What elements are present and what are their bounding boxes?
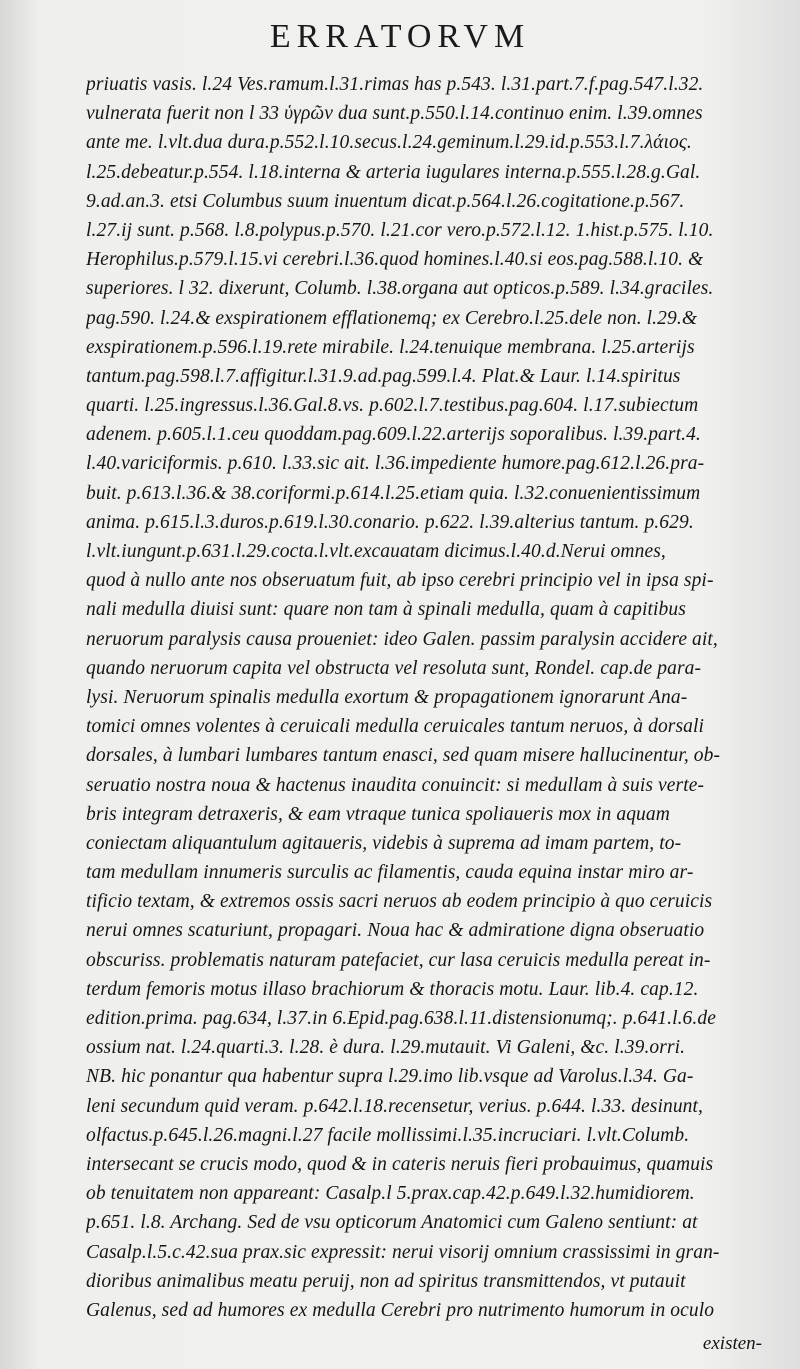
text-line: vulnerata fuerit non l 33 ὑγρῶν dua sunt.p.550.l.14.continuo enim. l.39.omnes xyxy=(86,103,703,125)
text-line: anima. p.615.l.3.duros.p.619.l.30.conario. p.622. l.39.alterius tantum. p.629. xyxy=(86,511,694,533)
text-line: Casalp.l.5.c.42.sua prax.sic expressit: nerui visorij omnium crassissimi in gran- xyxy=(86,1241,720,1263)
text-line: tantum.pag.598.l.7.affigitur.l.31.9.ad.pag.599.l.4. Plat.& Laur. l.14.spiritus xyxy=(86,365,681,387)
text-line: terdum femoris motus illaso brachiorum & thoracis motu. Laur. lib.4. cap.12. xyxy=(86,978,699,1000)
catchword: existen- xyxy=(702,1333,762,1354)
text-line: NB. hic ponantur qua habentur supra l.29.imo lib.vsque ad Varolus.l.34. Ga- xyxy=(86,1066,694,1088)
text-line: adenem. p.605.l.1.ceu quoddam.pag.609.l.22.arterijs soporalibus. l.39.part.4. xyxy=(86,424,701,446)
text-line: pag.590. l.24.& exspirationem efflationemq; ex Cerebro.l.25.dele non. l.29.& xyxy=(86,307,698,329)
text-line: ob tenuitatem non appareant: Casalp.l 5.prax.cap.42.p.649.l.32.humidiorem. xyxy=(86,1183,695,1205)
text-line: buit. p.613.l.36.& 38.coriformi.p.614.l.25.etiam quia. l.32.conuenientissimum xyxy=(86,482,701,504)
text-line: ossium nat. l.24.quarti.3. l.28. è dura. l.29.mutauit. Vi Galeni, &c. l.39.orri. xyxy=(86,1037,686,1059)
text-line: p.651. l.8. Archang. Sed de vsu opticorum Anatomici cum Galeno sentiunt: at xyxy=(86,1212,698,1234)
text-line: dorsales, à lumbari lumbares tantum enasci, sed quam misere hallucinentur, ob- xyxy=(86,745,721,767)
text-line: nerui omnes scaturiunt, propagari. Noua hac & admiratione digna obseruatio xyxy=(86,920,705,942)
text-line: l.25.debeatur.p.554. l.18.interna & arteria iugulares interna.p.555.l.28.g.Gal. xyxy=(86,161,701,183)
text-line: Herophilus.p.579.l.15.vi cerebri.l.36.quod homines.l.40.si eos.pag.588.l.10. & xyxy=(86,249,704,271)
text-line: neruorum paralysis causa proueniet: ideo Galen. passim paralysin accidere ait, xyxy=(86,628,718,650)
text-line: quarti. l.25.ingressus.l.36.Gal.8.vs. p.602.l.7.testibus.pag.604. l.17.subiectum xyxy=(86,395,699,417)
text-line: l.40.variciformis. p.610. l.33.sic ait. l.36.impediente humore.pag.612.l.26.pra- xyxy=(86,453,705,475)
errata-text xyxy=(86,70,766,1325)
text-line: leni secundum quid veram. p.642.l.18.recensetur, verius. p.644. l.33. desinunt, xyxy=(86,1095,704,1117)
text-line: edition.prima. pag.634, l.37.in 6.Epid.pag.638.l.11.distensionumq;. p.641.l.6.de xyxy=(86,1008,716,1029)
text-line: tam medullam innumeris surculis ac filamentis, cauda equina instar miro ar- xyxy=(86,862,694,884)
page-header: ERRATORVM xyxy=(269,18,531,55)
text-line: dioribus animalibus meatu peruij, non ad spiritus transmittendos, vt putauit xyxy=(86,1270,686,1292)
text-line: l.vlt.iungunt.p.631.l.29.cocta.l.vlt.excauatam dicimus.l.40.d.Nerui omnes, xyxy=(86,541,666,562)
text-line: seruatio nostra noua & hactenus inaudita conuincit: si medullam à suis verte- xyxy=(86,774,705,796)
text-line: 9.ad.an.3. etsi Columbus suum inuentum dicat.p.564.l.26.cogitatione.p.567. xyxy=(86,190,685,212)
text-line: nali medulla diuisi sunt: quare non tam à spinali medulla, quam à capitibus xyxy=(86,599,686,621)
text-line: tificio textam, & extremos ossis sacri neruos ab eodem principio à quo ceruicis xyxy=(86,891,713,913)
text-line: tomici omnes volentes à ceruicali medulla ceruicales tantum neruos, à dorsali xyxy=(86,716,705,738)
text-line: ante me. l.vlt.dua dura.p.552.l.10.secus.l.24.geminum.l.29.id.p.553.l.7.λάιος. xyxy=(86,132,692,154)
text-line: exspirationem.p.596.l.19.rete mirabile. l.24.tenuique membrana. l.25.arterijs xyxy=(86,336,695,358)
text-line: coniectam aliquantulum agitaueris, videbis à suprema ad imam partem, to- xyxy=(86,832,682,854)
text-line: intersecant se crucis modo, quod & in cateris neruis fieri probauimus, quamuis xyxy=(86,1153,714,1175)
text-line: priuatis vasis. l.24 Ves.ramum.l.31.rimas has p.543. l.31.part.7.f.pag.547.l.32. xyxy=(86,74,704,95)
text-line: bris integram detraxeris, & eam vtraque tunica spoliaueris mox in aquam xyxy=(86,803,670,825)
text-line: superiores. l 32. dixerunt, Columb. l.38.organa aut opticos.p.589. l.34.graciles. xyxy=(86,278,714,300)
text-line: l.27.ij sunt. p.568. l.8.polypus.p.570. l.21.cor vero.p.572.l.12. 1.hist.p.575. l.10. xyxy=(86,219,714,241)
text-line: lysi. Neruorum spinalis medulla exortum & propagationem ignorarunt Ana- xyxy=(86,686,688,708)
text-line: quando neruorum capita vel obstructa vel resoluta sunt, Rondel. cap.de para- xyxy=(86,657,702,679)
text-line: Galenus, sed ad humores ex medulla Cerebri pro nutrimento humorum in oculo xyxy=(86,1299,715,1321)
text-line: obscuriss. problematis naturam patefaciet, cur lasa ceruicis medulla pereat in- xyxy=(86,949,711,971)
text-line: quod à nullo ante nos obseruatum fuit, ab ipso cerebri principio vel in ipsa spi- xyxy=(86,570,714,592)
text-line: olfactus.p.645.l.26.magni.l.27 facile mollissimi.l.35.incruciari. l.vlt.Columb. xyxy=(86,1124,690,1146)
